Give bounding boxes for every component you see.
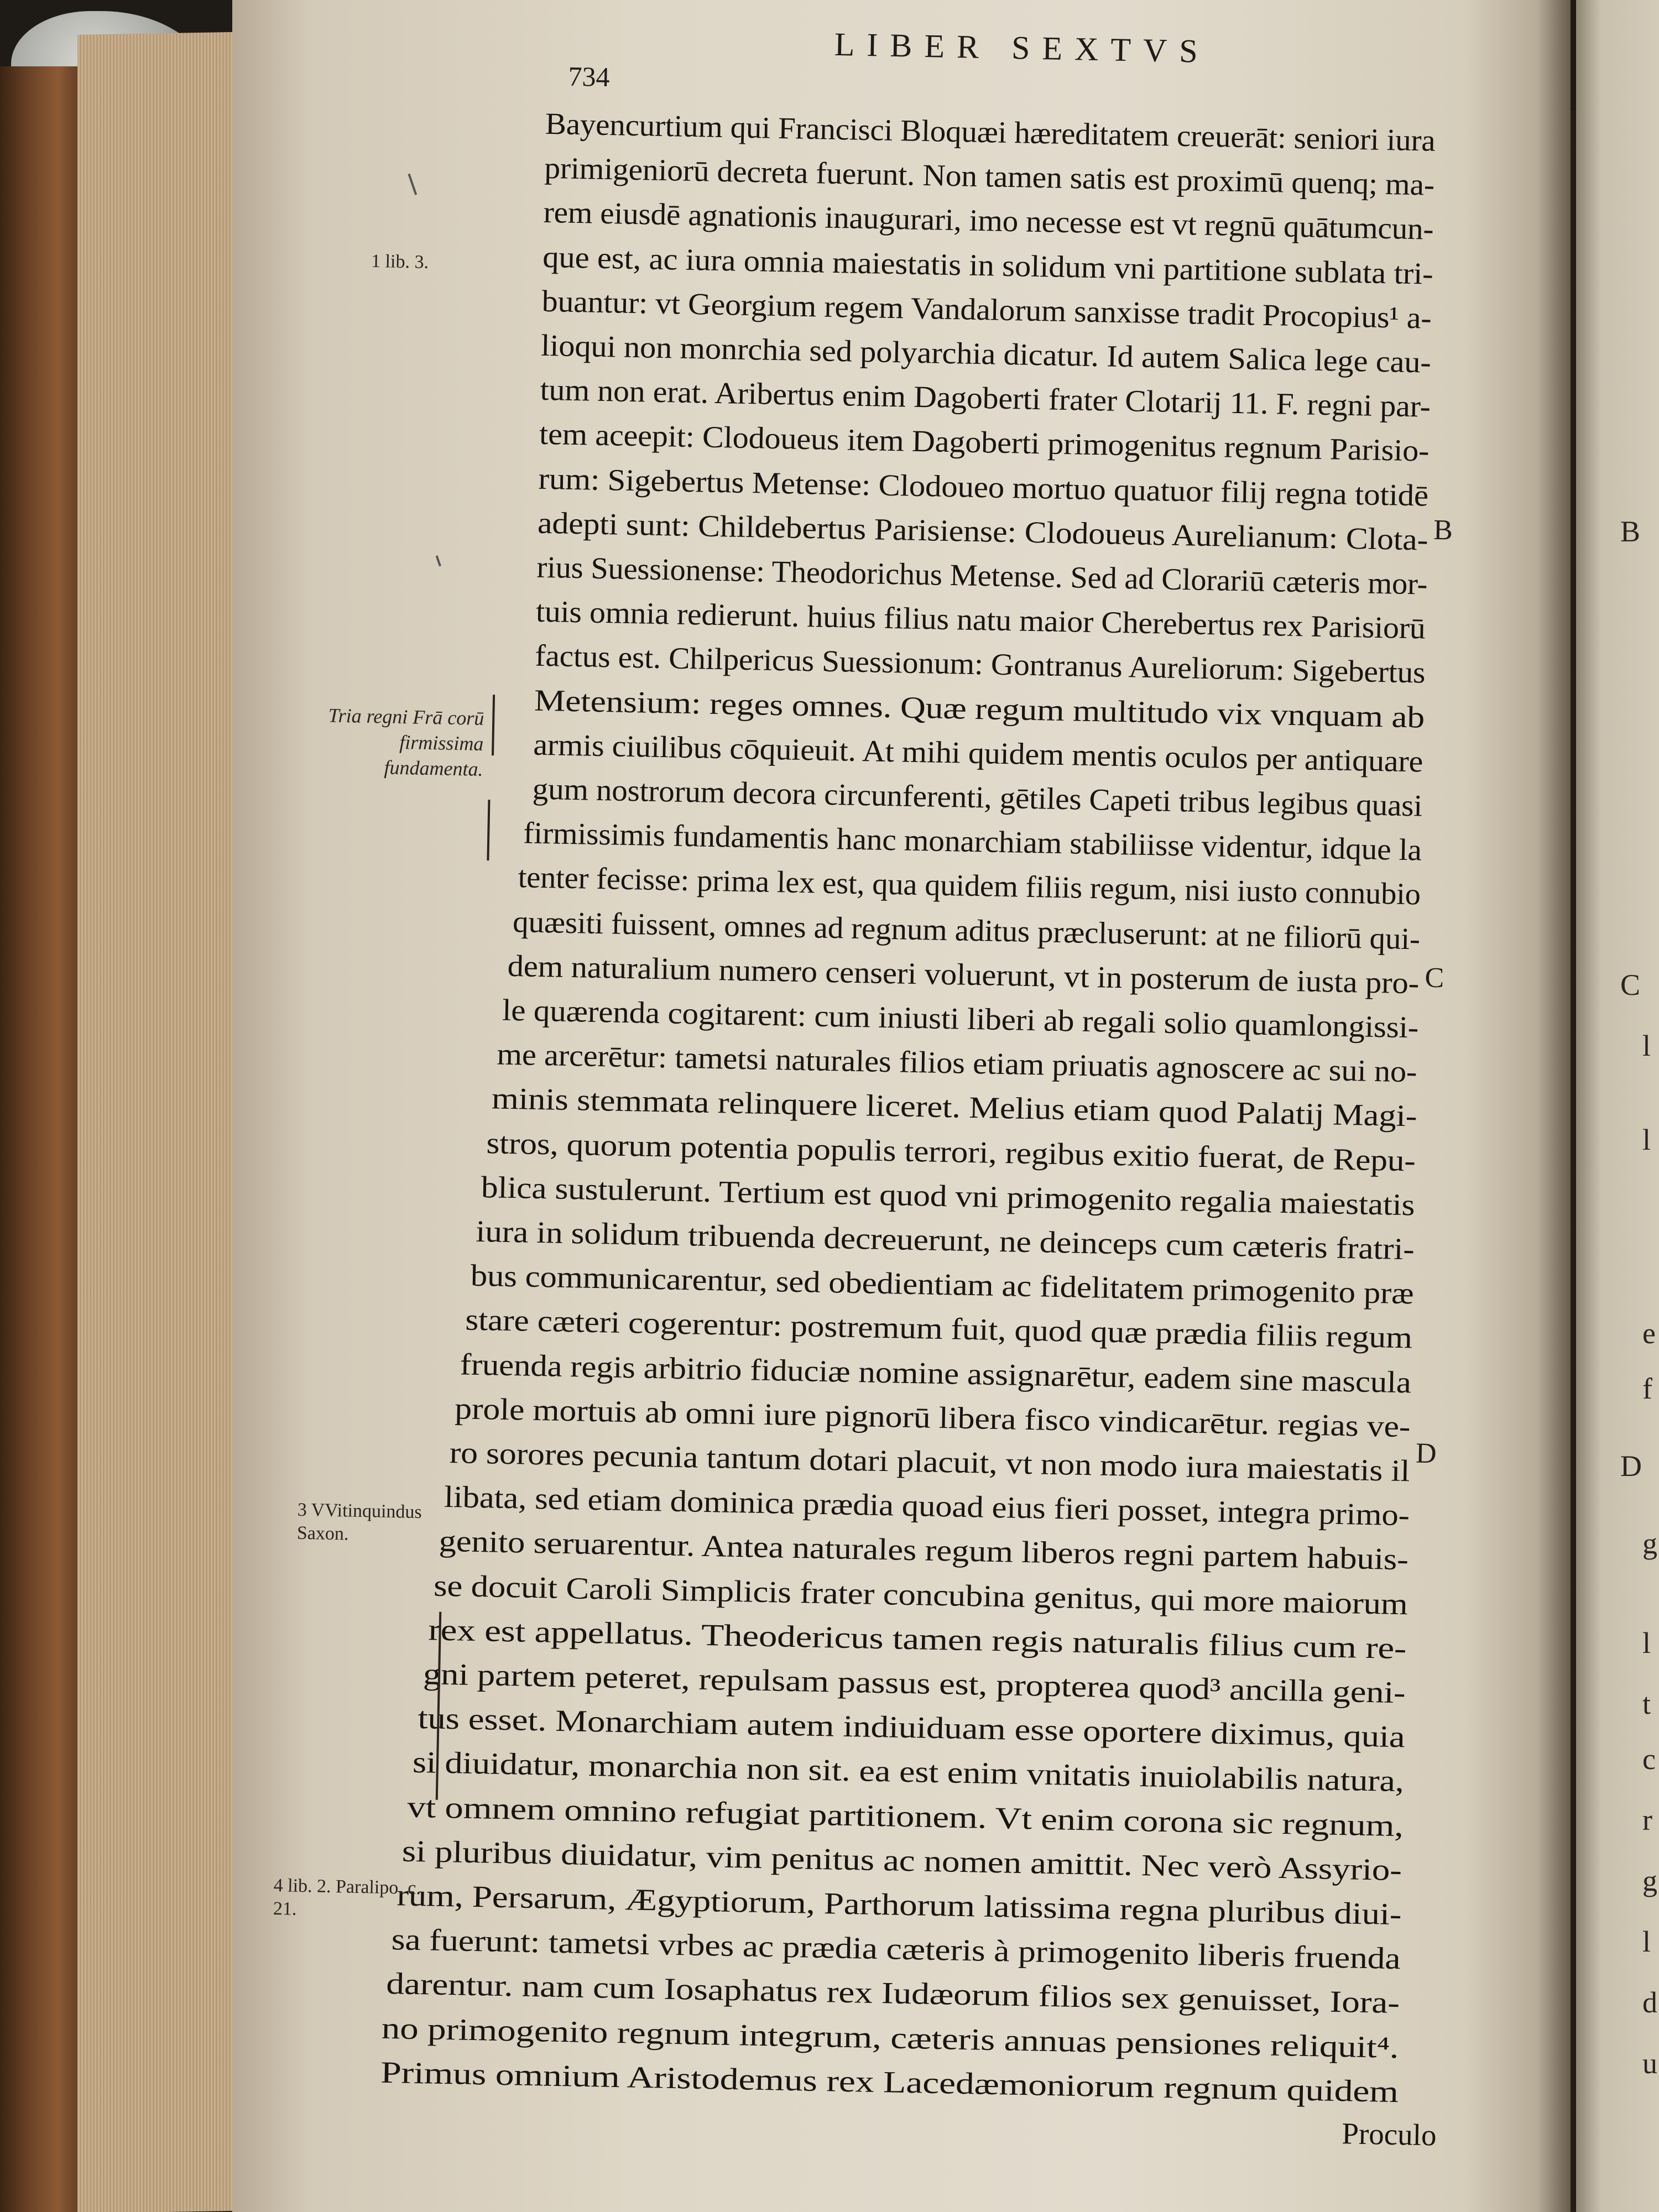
printed-page xyxy=(196,0,1554,2212)
text-line: tus esset. Monarchiam autem indiuiduam esse oportere diximus, quia xyxy=(417,1702,1406,1755)
facing-letter: f xyxy=(1642,1372,1652,1405)
facing-letter: t xyxy=(1642,1687,1651,1720)
text-line: Bayencurtium qui Francisci Bloquæi hæreditatem creuerāt: seniori iura xyxy=(545,107,1436,158)
text-line: le quærenda cogitarent: cum iniusti liberi ab regali solio quamlongissi- xyxy=(502,993,1419,1045)
page-number: 734 xyxy=(568,60,611,93)
text-line: ro sorores pecunia tantum dotari placuit, vt non modo iura maiestatis il xyxy=(449,1436,1410,1489)
book-cover-edge xyxy=(0,66,83,2212)
text-line: que est, ac iura omnia maiestatis in solidum vni partitione sublata tri- xyxy=(542,240,1434,291)
text-line: firmissimis fundamentis hanc monarchiam stabiliisse videntur, idque la xyxy=(523,816,1422,868)
text-line: stare cæteri cogerentur: postremum fuit, quod quæ prædia filiis regum xyxy=(465,1303,1413,1355)
facing-page-letters xyxy=(1620,0,1659,2212)
facing-letter: D xyxy=(1620,1449,1642,1483)
text-line: lioqui non monrchia sed polyarchia dicatur. Id autem Salica lege cau- xyxy=(540,328,1432,380)
text-line: rius Suessionense: Theodorichus Metense. Sed ad Clorariū cæteris mor- xyxy=(536,550,1428,602)
text-line: quæsiti fuissent, omnes ad regnum aditus præcluserunt: at ne filiorū qui- xyxy=(512,905,1421,957)
text-line: rum, Persarum, Ægyptiorum, Parthorum latissima regna pluribus diui- xyxy=(396,1879,1402,1932)
text-line: buantur: vt Georgium regem Vandalorum sanxisse tradit Procopius¹ a- xyxy=(541,284,1432,336)
text-line: tuis omnia redierunt. huius filius natu maior Cherebertus rex Parisiorū xyxy=(535,594,1426,646)
side-letter-b: B xyxy=(1433,514,1453,546)
text-line: se docuit Caroli Simplicis frater concubina genitus, qui more maiorum xyxy=(433,1569,1408,1621)
text-line: iura in solidum tribuenda decreuerunt, ne deinceps cum cæteris fratri- xyxy=(475,1214,1415,1267)
side-letter-c: C xyxy=(1425,962,1444,994)
text-line: sa fuerunt: tametsi vrbes ac prædia cæteris à primogenito liberis fruenda xyxy=(391,1923,1401,1976)
text-line: si pluribus diuidatur, vim penitus ac nomen amittit. Nec verò Assyrio- xyxy=(401,1834,1402,1887)
marginal-note-tria-regni: Tria regni Frā corū firmissima fundamenta. xyxy=(328,704,484,780)
facing-letter: e xyxy=(1642,1317,1656,1350)
facing-letter: B xyxy=(1620,515,1641,548)
side-letter-d: D xyxy=(1415,1437,1437,1470)
text-line: armis ciuilibus cōquieuit. At mihi quidem mentis oculos per antiquare xyxy=(533,728,1423,779)
running-header: LIBER SEXTVS xyxy=(834,25,1211,70)
text-line: genito seruarentur. Antea naturales regum liberos regni partem habuis- xyxy=(439,1525,1409,1577)
text-line: stros, quorum potentia populis terrori, regibus exitio fuerat, de Repu- xyxy=(486,1126,1416,1178)
marginal-note-3: 3 VVitinquindus Saxon. xyxy=(296,1499,422,1545)
facing-letter: C xyxy=(1620,968,1641,1001)
facing-letter: l xyxy=(1642,1626,1651,1660)
facing-letter: u xyxy=(1642,2047,1657,2080)
text-line: rem eiusdē agnationis inaugurari, imo necesse est vt regnū quātumcun- xyxy=(543,196,1434,247)
text-line: libata, sed etiam dominica prædia quoad eius fieri posset, integra primo- xyxy=(444,1480,1410,1533)
facing-letter: l xyxy=(1642,1925,1651,1958)
catchword: Proculo xyxy=(1341,2116,1437,2152)
facing-letter: g xyxy=(1642,1527,1657,1560)
facing-letter: l xyxy=(1642,1123,1651,1156)
text-line: gum nostrorum decora circunferenti, gētiles Capeti tribus legibus quasi xyxy=(532,772,1423,823)
marginal-note-4: 4 lib. 2. Paralipo. c. 21. xyxy=(273,1875,421,1919)
text-line: no primogenito regnum integrum, cæteris annuas pensiones reliquit⁴. xyxy=(381,2011,1399,2065)
text-line: dem naturalium numero censeri voluerunt, vt in posterum de iusta pro- xyxy=(507,949,1420,1001)
text-line: darentur. nam cum Iosaphatus rex Iudæorum filios sex genuisset, Iora- xyxy=(385,1967,1400,2021)
text-line: tenter fecisse: prima lex est, qua quidem filiis regum, nisi iusto connubio xyxy=(518,860,1421,912)
text-line: factus est. Chilpericus Suessionum: Gontranus Aureliorum: Sigebertus xyxy=(534,639,1426,690)
text-line: Metensium: reges omnes. Quæ regum multitudo vix vnquam ab xyxy=(534,684,1425,735)
text-line: tum non erat. Aribertus enim Dagoberti frater Clotarij 11. F. regni par- xyxy=(540,373,1431,424)
facing-letter: c xyxy=(1642,1743,1656,1776)
text-line: si diuidatur, monarchia non sit. ea est enim vnitatis inuiolabilis natura, xyxy=(412,1746,1405,1799)
text-line: blica sustulerunt. Tertium est quod vni primogenito regalia maiestatis xyxy=(481,1170,1415,1223)
text-line: rex est appellatus. Theodericus tamen regis naturalis filius cum re- xyxy=(428,1613,1407,1666)
text-line: tem aceepit: Clodoueus item Dagoberti primogenitus regnum Parisio- xyxy=(539,418,1430,469)
text-line: prole mortuis ab omni iure pignorū libera fisco vindicarētur. regias ve- xyxy=(454,1391,1411,1444)
marginal-note-1: 1 lib. 3. xyxy=(371,251,429,273)
text-line: adepti sunt: Childebertus Parisiense: Clodoueus Aurelianum: Clota- xyxy=(537,506,1428,557)
text-line: gni partem peteret, repulsam passus est, propterea quod³ ancilla geni- xyxy=(422,1657,1406,1710)
facing-letter: r xyxy=(1642,1803,1652,1837)
facing-letter: d xyxy=(1642,1986,1657,2019)
text-line: bus communicarentur, sed obedientiam ac fidelitatem primogenito præ xyxy=(470,1259,1415,1311)
text-line: Primus omnium Aristodemus rex Lacedæmoniorum regnum quidem xyxy=(380,2056,1399,2109)
facing-letter: l xyxy=(1642,1029,1651,1062)
text-line: minis stemmata relinquere liceret. Melius etiam quod Palatij Magi- xyxy=(491,1082,1418,1134)
text-line: rum: Sigebertus Metense: Clodoueo mortuo quatuor filij regna totidē xyxy=(538,462,1429,513)
text-line: me arcerētur: tametsi naturales filios etiam priuatis agnoscere ac sui no- xyxy=(497,1037,1417,1089)
text-line: vt omnem omnino refugiat partitionem. Vt enim corona sic regnum, xyxy=(406,1790,1404,1843)
text-line: fruenda regis arbitrio fiduciæ nomine assignarētur, eadem sine mascula xyxy=(460,1347,1412,1400)
facing-letter: g xyxy=(1642,1864,1657,1897)
text-line: primigeniorū decreta fuerunt. Non tamen satis est proximū quenq; ma- xyxy=(544,152,1435,202)
